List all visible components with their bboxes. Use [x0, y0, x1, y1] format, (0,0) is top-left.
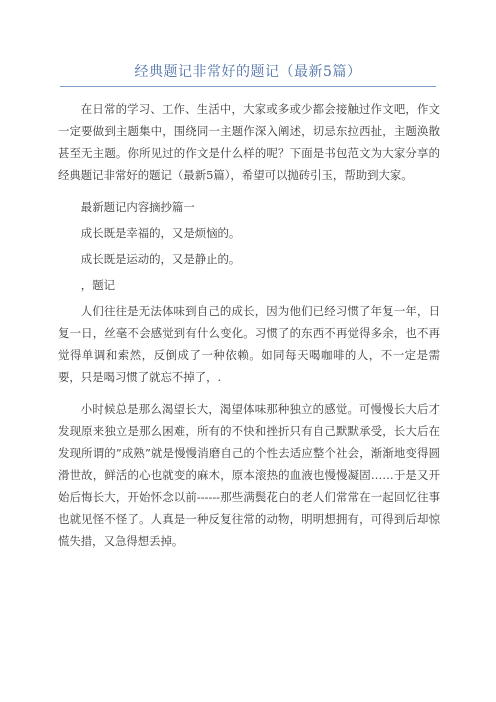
section-heading: 最新题记内容摘抄篇一 — [80, 200, 195, 214]
document-body — [58, 98, 440, 562]
epigraph-line: 成长既是运动的，又是静止的。 — [80, 252, 241, 266]
epigraph-line: 成长既是幸福的，又是烦恼的。 — [80, 226, 241, 240]
epigraph-attribution: ，题记 — [80, 278, 115, 292]
body-paragraph: 人们往往是无法体味到自己的成长，因为他们已经习惯了年复一年，日复一日，丝毫不会感觉到有什么变化。习惯了的东西不再觉得多余，也不再觉得单调和索然，反倒成了一种依赖。如同每天喝咖啡的人，不一定是需要，只是喝习惯了就忘不掉了，. — [58, 304, 440, 384]
intro-paragraph: 在日常的学习、工作、生活中，大家或多或少都会接触过作文吧，作文一定要做到主题集中，围绕同一主题作深入阐述，切忌东拉西扯，主题涣散甚至无主题。你所见过的作文是什么样的呢？下面是书包范文为大家分享的经典题记非常好的题记（最新5篇），希望可以抛砖引玉，帮助到大家。 — [58, 102, 440, 182]
body-paragraph: 小时候总是那么渴望长大，渴望体味那种独立的感觉。可慢慢长大后才发现原来独立是那么困难，所有的不快和挫折只有自己默默承受，长大后在发现所谓的”成熟”就是慢慢消磨自己的个性去适应整个社会，渐渐地变得圆滑世故，鲜活的心也就变的麻木，原本滚热的血液也慢慢凝固……于是又开始后悔长大，开始怀念以前------那些满鬓花白的老人们常常在一起回忆往事也就见怪不怪了。人真是一种反复往常的动物，明明想拥有，可得到后却惊慌失措，又急得想丢掉。 — [58, 402, 440, 548]
title-divider — [60, 86, 436, 87]
page-title: 经典题记非常好的题记（最新5篇） — [134, 64, 362, 80]
